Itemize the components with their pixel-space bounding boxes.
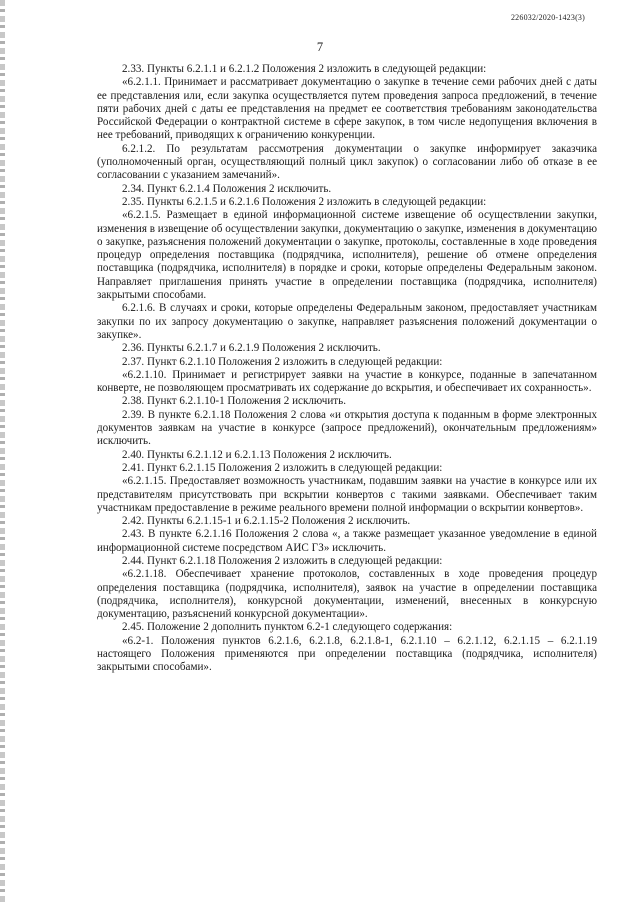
paragraph: 2.33. Пункты 6.2.1.1 и 6.2.1.2 Положения 2 изложить в следующей редакции: (122, 63, 487, 75)
paragraph: 2.42. Пункты 6.2.1.15-1 и 6.2.1.15-2 Положения 2 исключить. (122, 515, 411, 528)
paragraph: 2.41. Пункт 6.2.1.15 Положения 2 изложить в следующей редакции: (122, 461, 443, 474)
paragraph: 2.40. Пункты 6.2.1.12 и 6.2.1.13 Положения 2 исключить. (122, 448, 392, 461)
binding-edge (0, 0, 5, 905)
paragraph: 2.44. Пункт 6.2.1.18 Положения 2 изложить в следующей редакции: (122, 554, 443, 567)
paragraph: 2.35. Пункты 6.2.1.5 и 6.2.1.6 Положения 2 изложить в следующей редакции: (122, 195, 487, 208)
paragraph: 6.2.1.2. По результатам рассмотрения документации о закупке информирует заказчика (уполномоченный орган, осуществляющий полный цикл закупок) о согласовании либо об отказе в ее согласовании с указанием замечаний». (97, 142, 597, 182)
paragraph: 2.45. Положение 2 дополнить пунктом 6.2-1 следующего содержания: (122, 621, 453, 634)
paragraph: 2.34. Пункт 6.2.1.4 Положения 2 исключить. (122, 182, 332, 195)
paragraph: 2.43. В пункте 6.2.1.16 Положения 2 слова «, а также размещает указанное уведомление в единой информационной системе посредством АИС ГЗ» исключить. (97, 528, 597, 554)
paragraph: 2.39. В пункте 6.2.1.18 Положения 2 слова «и открытия доступа к поданным в форме электронных документов заявкам на участие в конкурсе (запросе предложений), окончательным предложениям» исключить. (97, 408, 597, 448)
paragraph: 2.38. Пункт 6.2.1.10-1 Положения 2 исключить. (122, 395, 346, 408)
paragraph: «6.2.1.5. Размещает в единой информационной системе извещение об осуществлении закупки, изменения в извещение об осуществлении закупки, документацию о закупке, изменения в документацию о закупке, разъяснения положений документации о закупке, протоколы, составленные в ходе проведения процедур определения поставщика (подрядчика, исполнителя), решение об отмене определения поставщика (подрядчика, исполнителя) в порядке и сроки, которые определены Федеральным законом. Направляет приглашения принять участие в определении поставщика (подрядчика, исполнителя) закрытыми способами. (97, 209, 597, 302)
paragraph: 2.37. Пункт 6.2.1.10 Положения 2 изложить в следующей редакции: (122, 355, 443, 368)
paragraph: «6.2-1. Положения пунктов 6.2.1.6, 6.2.1.8, 6.2.1.8-1, 6.2.1.10 – 6.2.1.12, 6.2.1.15 – 6.2.1.19 настоящего Положения применяются при определении поставщика (подрядчика, исполнителя) закрытыми способами». (97, 634, 597, 674)
paragraph: «6.2.1.10. Принимает и регистрирует заявки на участие в конкурсе, поданные в запечатанном конверте, не позволяющем просматривать их содержание до вскрытия, и обеспечивает их сохранность». (97, 368, 597, 395)
document-body (97, 63, 597, 675)
paragraph: «6.2.1.15. Предоставляет возможность участникам, подавшим заявки на участие в конкурсе или их представителям присутствовать при вскрытии конвертов с такими заявками. Обеспечивает таким участникам предоставление в режиме реального времени полной информации о вскрытии конвертов». (97, 475, 597, 514)
document-number: 226032/2020-1423(3) (510, 13, 585, 22)
paragraph: 6.2.1.6. В случаях и сроки, которые определены Федеральным законом, предоставляет участникам закупки по их запросу документацию о закупке, направляет разъяснения положений документации о закупке». (97, 302, 597, 341)
page-number: 7 (316, 40, 324, 54)
paragraph: «6.2.1.1. Принимает и рассматривает документацию о закупке в течение семи рабочих дней с даты ее представления или, если закупка осуществляется путем проведения запроса предложений, в течение пяти рабочих дней с даты ее представления на предмет ее соответствия требованиям законодательства Российской Федерации о контрактной системе в сфере закупок, в том числе недопущения включения в нее требований, приводящих к ограничению конкуренции. (97, 76, 597, 142)
paragraph: 2.36. Пункты 6.2.1.7 и 6.2.1.9 Положения 2 исключить. (122, 342, 381, 355)
paragraph: «6.2.1.18. Обеспечивает хранение протоколов, составленных в ходе проведения процедур определения поставщика (подрядчика, исполнителя), заявок на участие в определении поставщика (подрядчика, исполнителя), конкурсной документации, изменений, внесенных в конкурсную документацию, разъяснений конкурсной документации». (97, 568, 597, 621)
